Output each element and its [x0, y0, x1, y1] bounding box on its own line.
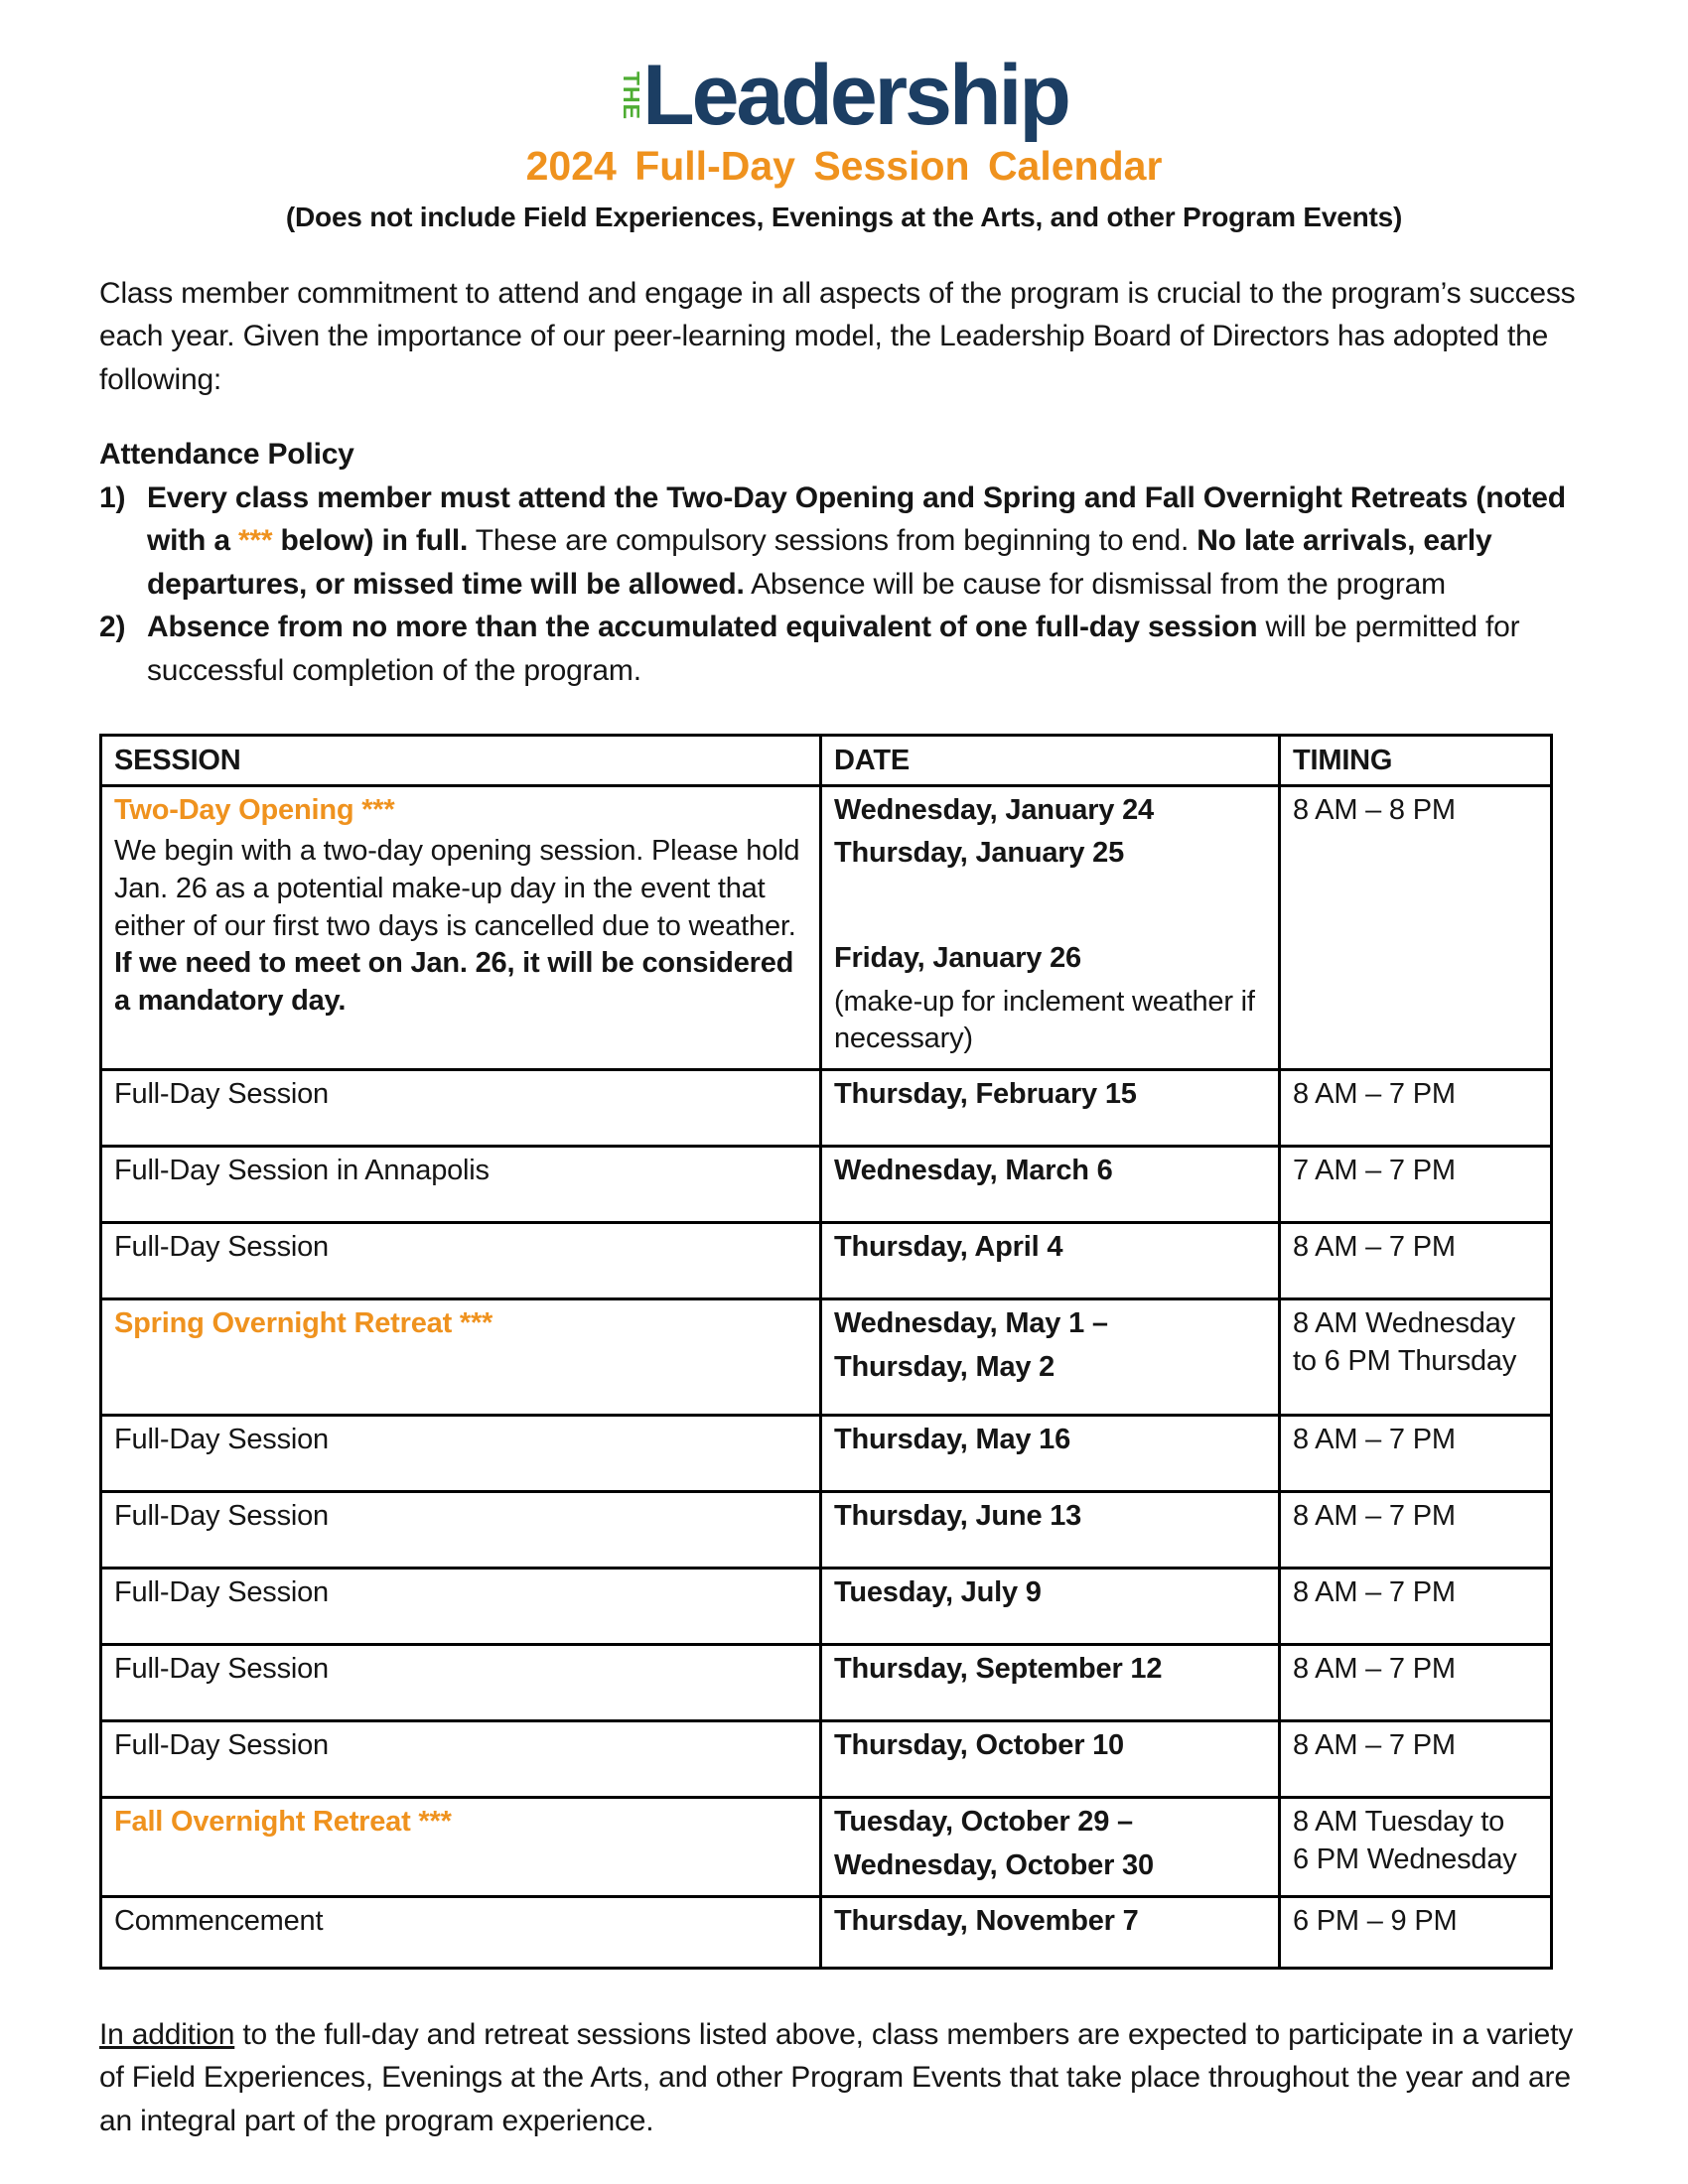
policy-list [99, 477, 1589, 693]
session-cell [101, 1569, 821, 1645]
cell-line [834, 1229, 1266, 1267]
date-cell [821, 1147, 1280, 1223]
column-header-timing: TIMING [1280, 736, 1552, 786]
text-run: Friday, January 26 [834, 942, 1081, 975]
policy-item [99, 606, 1589, 692]
table-row [101, 785, 1552, 1069]
timing-cell [1280, 1896, 1552, 1968]
session-cell [101, 1070, 821, 1147]
text-run: Commencement [114, 1904, 324, 1937]
text-run: In addition [99, 2017, 235, 2051]
table-row [101, 1492, 1552, 1569]
text-run: will be permitted for successful completion of the program. [147, 611, 1520, 687]
text-run: 8 AM – 7 PM [1293, 1500, 1456, 1533]
cell-line [834, 940, 1266, 978]
cell-line [1293, 1343, 1538, 1381]
cell-line [834, 1847, 1266, 1885]
text-run: Absence from no more than the accumulated equivalent of one full-day session [147, 611, 1258, 644]
text-run: 6 PM Wednesday [1293, 1843, 1517, 1875]
table-row [101, 1896, 1552, 1968]
text-run: Full-Day Session [114, 1424, 329, 1456]
logo [99, 38, 1589, 144]
policy-item [99, 477, 1589, 607]
cell-line [834, 835, 1266, 873]
session-cell [101, 1645, 821, 1721]
cell-line [1293, 1574, 1538, 1612]
date-cell [821, 1896, 1280, 1968]
cell-line [834, 1903, 1266, 1941]
cell-line [1293, 1229, 1538, 1267]
table-row [101, 1223, 1552, 1299]
intro-paragraph: Class member commitment to attend and engage in all aspects of the program is crucial to the program’s success each year. Given the importance of our peer-learning model, the Leadership Board of Directors has adopted the following: [99, 276, 1576, 396]
text-run: 8 AM – 7 PM [1293, 1424, 1456, 1456]
text-run: No late arrivals, early departures, or missed time will be allowed. [147, 524, 1492, 601]
cell-line [834, 1076, 1266, 1114]
table-row [101, 1299, 1552, 1416]
text-run: Thursday, November 7 [834, 1904, 1139, 1937]
date-cell [821, 1223, 1280, 1299]
session-calendar-table [99, 734, 1553, 1970]
text-run: 8 AM – 7 PM [1293, 1231, 1456, 1264]
text-run: Thursday, April 4 [834, 1231, 1063, 1264]
text-run: to 6 PM Thursday [1293, 1344, 1517, 1377]
date-cell [821, 1569, 1280, 1645]
text-run: Thursday, September 12 [834, 1653, 1163, 1686]
text-run: 8 AM – 7 PM [1293, 1078, 1456, 1111]
subtitle: (Does not include Field Experiences, Evenings at the Arts, and other Program Events) [285, 202, 1403, 233]
page-title: 2024 Full-Day Session Calendar [525, 143, 1163, 189]
cell-line [834, 984, 1266, 1058]
text-run: Thursday, October 10 [834, 1729, 1124, 1762]
cell-line [834, 1727, 1266, 1765]
timing-cell [1280, 785, 1552, 1069]
cell-line [834, 1804, 1266, 1842]
text-run: 8 AM – 7 PM [1293, 1729, 1456, 1762]
text-run: Full-Day Session [114, 1729, 329, 1762]
cell-line [114, 1574, 807, 1612]
session-cell [101, 1896, 821, 1968]
cell-line [834, 1422, 1266, 1459]
text-run: Full-Day Session [114, 1653, 329, 1686]
text-run: If we need to meet on Jan. 26, it will be considered a mandatory day. [114, 947, 794, 1018]
session-cell [101, 1416, 821, 1492]
text-run: Spring Overnight Retreat *** [114, 1307, 493, 1340]
timing-cell [1280, 1147, 1552, 1223]
text-run: Two-Day Opening *** [114, 793, 395, 826]
table-row [101, 1416, 1552, 1492]
text-run: Tuesday, October 29 – [834, 1806, 1133, 1839]
policy-item-number: 2) [99, 611, 126, 644]
date-cell [821, 785, 1280, 1069]
cell-line [1293, 1305, 1538, 1343]
text-run: 8 AM – 8 PM [1293, 793, 1456, 826]
cell-line [114, 1229, 807, 1267]
table-row [101, 1070, 1552, 1147]
date-cell [821, 1492, 1280, 1569]
cell-line [114, 1305, 807, 1343]
session-cell [101, 785, 821, 1069]
text-run: 8 AM Wednesday [1293, 1307, 1515, 1340]
cell-line [1293, 1903, 1538, 1941]
cell-line [114, 1903, 807, 1941]
text-run: 8 AM Tuesday to [1293, 1806, 1505, 1839]
text-run: These are compulsory sessions from beginning to end. [468, 524, 1197, 558]
text-run: *** [237, 524, 273, 558]
text-run: 6 PM – 9 PM [1293, 1904, 1458, 1937]
timing-cell [1280, 1798, 1552, 1896]
text-run: Thursday, May 16 [834, 1424, 1071, 1456]
session-cell [101, 1147, 821, 1223]
text-run: Full-Day Session [114, 1576, 329, 1609]
timing-cell [1280, 1416, 1552, 1492]
cell-line [1293, 1651, 1538, 1689]
date-cell [821, 1416, 1280, 1492]
text-run: Every class member must attend the Two-Day Opening and Spring and Fall Overnight Retreats (noted with a [147, 480, 1566, 558]
timing-cell [1280, 1645, 1552, 1721]
text-run: to the full-day and retreat sessions listed above, class members are expected to participate in a variety of Field Experiences, Evenings at the Arts, and other Program Events that take place throughout the year and are an integral part of the program experience. [99, 2017, 1574, 2137]
text-run: 7 AM – 7 PM [1293, 1155, 1456, 1187]
text-run: Wednesday, October 30 [834, 1848, 1154, 1881]
cell-line [114, 833, 807, 1020]
column-header-date: DATE [821, 736, 1280, 786]
text-run: Tuesday, July 9 [834, 1576, 1042, 1609]
text-run: Wednesday, March 6 [834, 1155, 1113, 1187]
blank-line [834, 879, 1266, 940]
table-row [101, 1645, 1552, 1721]
text-run: Wednesday, May 1 – [834, 1307, 1108, 1340]
text-run: 8 AM – 7 PM [1293, 1576, 1456, 1609]
session-cell [101, 1223, 821, 1299]
cell-line [1293, 1727, 1538, 1765]
cell-line [834, 1305, 1266, 1343]
text-run: Absence will be cause for dismissal from the program [744, 567, 1446, 601]
policy-item-number: 1) [99, 480, 126, 514]
cell-line [834, 1574, 1266, 1612]
cell-line [1293, 1842, 1538, 1879]
attendance-policy-section [99, 433, 1589, 692]
table-row [101, 1147, 1552, 1223]
cell-line [1293, 1076, 1538, 1114]
logo-wordmark: Leadership [642, 48, 1068, 144]
date-cell [821, 1798, 1280, 1896]
attendance-policy-heading: Attendance Policy [99, 438, 354, 472]
cell-line [114, 1651, 807, 1689]
text-run: Wednesday, January 24 [834, 793, 1154, 826]
text-run: Full-Day Session [114, 1231, 329, 1264]
text-run: below) in full. [272, 524, 469, 558]
logo-the-text: THE [619, 71, 645, 120]
cell-line [834, 1153, 1266, 1190]
date-cell [821, 1070, 1280, 1147]
table-row [101, 1569, 1552, 1645]
table-row [101, 1721, 1552, 1798]
session-cell [101, 1721, 821, 1798]
date-cell [821, 1645, 1280, 1721]
cell-line [834, 792, 1266, 830]
cell-line [114, 1727, 807, 1765]
text-run: (make-up for inclement weather if necessary) [834, 985, 1255, 1055]
date-cell [821, 1721, 1280, 1798]
policy-item-text [147, 606, 1577, 692]
text-run: 8 AM – 7 PM [1293, 1653, 1456, 1686]
cell-line [1293, 1804, 1538, 1842]
cell-line [834, 1349, 1266, 1387]
cell-line [1293, 1498, 1538, 1536]
text-run: Thursday, June 13 [834, 1500, 1082, 1533]
cell-line [114, 1422, 807, 1459]
timing-cell [1280, 1070, 1552, 1147]
cell-line [1293, 1153, 1538, 1190]
text-run: Thursday, May 2 [834, 1350, 1055, 1383]
session-cell [101, 1798, 821, 1896]
footer-paragraph [99, 2013, 1589, 2143]
policy-item-text [147, 477, 1577, 607]
table-row [101, 1798, 1552, 1896]
cell-line [114, 1498, 807, 1536]
cell-line [834, 1498, 1266, 1536]
session-cell [101, 1492, 821, 1569]
timing-cell [1280, 1299, 1552, 1416]
table-header-row [101, 736, 1552, 786]
text-run: Fall Overnight Retreat *** [114, 1806, 452, 1839]
cell-line [114, 792, 807, 830]
text-run: Full-Day Session in Annapolis [114, 1155, 490, 1187]
date-cell [821, 1299, 1280, 1416]
cell-line [1293, 1422, 1538, 1459]
text-run: Thursday, February 15 [834, 1078, 1137, 1111]
cell-line [114, 1076, 807, 1114]
session-cell [101, 1299, 821, 1416]
column-header-session: SESSION [101, 736, 821, 786]
cell-line [114, 1804, 807, 1842]
timing-cell [1280, 1721, 1552, 1798]
text-run: Thursday, January 25 [834, 837, 1125, 870]
cell-line [834, 1651, 1266, 1689]
text-run: Full-Day Session [114, 1500, 329, 1533]
timing-cell [1280, 1223, 1552, 1299]
cell-line [1293, 792, 1538, 830]
timing-cell [1280, 1492, 1552, 1569]
text-run: We begin with a two-day opening session. Please hold Jan. 26 as a potential make-up day in the event that either of our first two days is cancelled due to weather. [114, 835, 800, 942]
cell-line [114, 1153, 807, 1190]
timing-cell [1280, 1569, 1552, 1645]
table-header [101, 736, 1552, 786]
text-run: Full-Day Session [114, 1078, 329, 1111]
table-body [101, 785, 1552, 1968]
